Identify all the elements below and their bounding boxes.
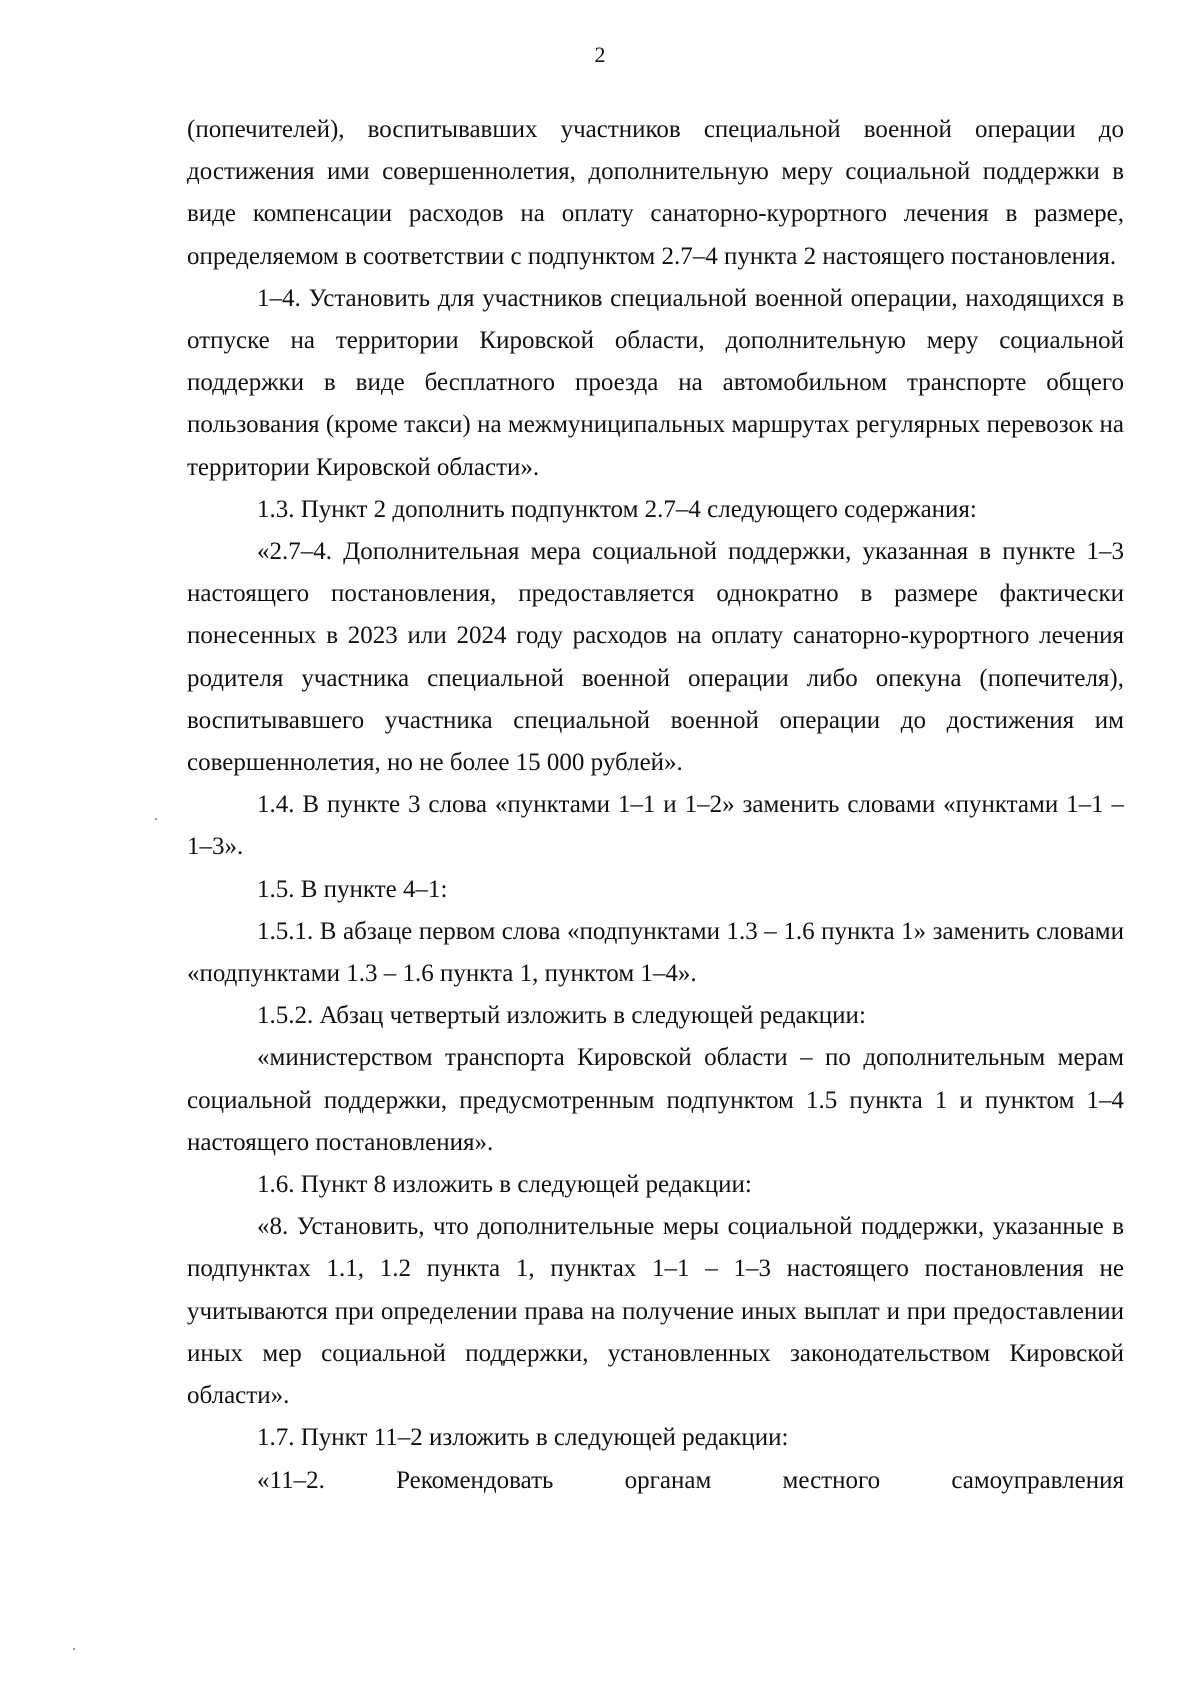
paragraph-1-7: 1.7. Пункт 11–2 изложить в следующей редакции: bbox=[257, 1424, 789, 1452]
paragraph-1-4: 1–4. Установить для участников специальной военной операции, находящихся в отпуске на территории Кировской области, дополнительную меру социальной поддержки в виде бесплатного проезда на автомобильном транспорте общего пользования (кроме такси) на межмуниципальных маршрутах регулярных перевозок на территории Кировской области». bbox=[187, 284, 1124, 481]
paragraph-2-7-4: «2.7–4. Дополнительная мера социальной поддержки, указанная в пункте 1–3 настоящего постановления, предоставляется однократно в размере фактически понесенных в 2023 или 2024 году расходов на оплату санаторно-курортного лечения родителя участника специальной военной операции либо опекуна (попечителя), воспитывавшего участника специальной военной операции до достижения им совершеннолетия, но не более 15 000 рублей». bbox=[187, 538, 1124, 777]
paragraph-continuation: (попечителей), воспитывавших участников специальной военной операции до достижения ими совершеннолетия, дополнительную меру социальной поддержки в виде компенсации расходов на оплату санаторно-курортного лечения в размере, определяемом в соответствии с подпунктом 2.7–4 пункта 2 настоящего постановления. bbox=[187, 116, 1124, 270]
paragraph-1-5-1: 1.5.1. В абзаце первом слова «подпунктами 1.3 – 1.6 пункта 1» заменить словами «подпунктами 1.3 – 1.6 пункта 1, пунктом 1–4». bbox=[187, 917, 1124, 988]
paragraph-11-2: «11–2. Рекомендовать органам местного самоуправления bbox=[257, 1466, 1124, 1494]
paragraph-1-6: 1.6. Пункт 8 изложить в следующей редакции: bbox=[257, 1171, 752, 1199]
paragraph-ministry: «министерством транспорта Кировской области – по дополнительным мерам социальной поддержки, предусмотренным подпунктом 1.5 пункта 1 и пунктом 1–4 настоящего постановления». bbox=[187, 1044, 1124, 1156]
page-number: 2 bbox=[594, 42, 606, 67]
paragraph-1-5: 1.5. В пункте 4–1: bbox=[257, 875, 448, 903]
paragraph-1-3: 1.3. Пункт 2 дополнить подпунктом 2.7–4 следующего содержания: bbox=[257, 495, 977, 523]
paragraph-1-4-amendment: 1.4. В пункте 3 слова «пунктами 1–1 и 1–2» заменить словами «пунктами 1–1 – 1–3». bbox=[187, 791, 1124, 861]
document-body bbox=[187, 109, 1124, 1502]
scan-speck bbox=[155, 818, 157, 820]
paragraph-8: «8. Установить, что дополнительные меры социальной поддержки, указанные в подпунктах 1.1, 1.2 пункта 1, пунктах 1–1 – 1–3 настоящего постановления не учитываются при определении права на получение иных выплат и при предоставлении иных мер социальной поддержки, установленных законодательством Кировской области». bbox=[187, 1213, 1124, 1410]
paragraph-1-5-2: 1.5.2. Абзац четвертый изложить в следующей редакции: bbox=[257, 1002, 866, 1030]
scan-speck bbox=[73, 1648, 75, 1650]
